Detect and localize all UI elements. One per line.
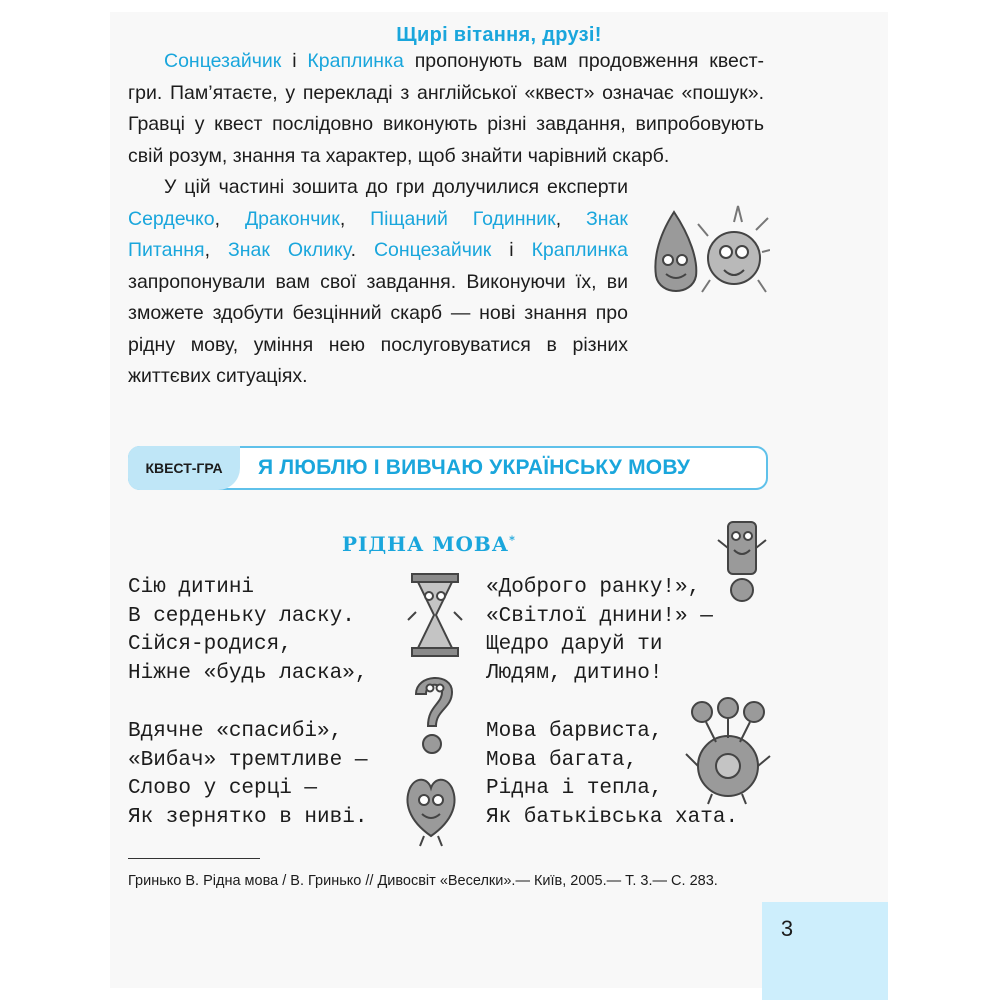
poem-stanza-1 <box>128 574 367 688</box>
footnote-divider <box>128 858 260 859</box>
footnote: Гринько В. Рідна мова / В. Гринько // Дивосвіт «Веселки».— Київ, 2005.— Т. 3.— С. 283. <box>128 873 718 889</box>
drop-and-sun-characters-illustration <box>646 200 770 308</box>
poem-line: Щедро даруй ти <box>486 633 663 656</box>
footnote-marker: * <box>509 533 516 547</box>
workbook-page <box>110 12 888 988</box>
poem-line: «Доброго ранку!», <box>486 576 701 599</box>
character-name-sonceza: Сонцезайчик <box>164 50 282 72</box>
character-name-kraplynka: Краплинка <box>531 239 629 261</box>
expert-name: Піщаний Годинник <box>370 207 556 230</box>
poem-line: Вдячне «спасибі», <box>128 720 343 743</box>
poem-line: Мова багата, <box>486 748 638 772</box>
quest-banner <box>128 446 768 490</box>
intro-paragraph-1: Сонцезайчик і Краплинка пропонують вам продовження квест-гри. Пам’ятаєте, у перекладі з англійської «квест» означає «пошук». Гравці у квест послідовно виконують різні завдання, випробовують свій розум, знання та характер, щоб знайти чарівний скарб. <box>128 50 764 167</box>
hourglass-character-icon <box>406 572 464 658</box>
dragon-character-icon <box>682 696 772 806</box>
poem-line: Сію дитині <box>128 576 255 599</box>
poem-stanza-2 <box>128 718 367 832</box>
question-mark-character-icon <box>406 668 462 758</box>
page-corner <box>762 902 888 1000</box>
poem-line: «Вибач» тремтливе — <box>128 748 368 772</box>
page-number: 3 <box>780 916 794 941</box>
expert-name: Знак Оклику <box>227 239 351 261</box>
poem-line: Рідна і тепла, <box>486 777 663 800</box>
character-name-kraplynka: Краплинка <box>307 50 404 72</box>
poem-line: Сійся-родися, <box>128 633 292 656</box>
expert-name: Сердечко <box>128 207 215 230</box>
expert-name: Знак Питання <box>128 207 628 261</box>
poem-line: Людям, дитино! <box>486 661 663 685</box>
greeting-heading: Щирі вітання, друзі! <box>396 24 602 46</box>
poem-line: Як батьківська хата. <box>486 805 739 829</box>
quest-title: Я ЛЮБЛЮ І ВИВЧАЮ УКРАЇНСЬКУ МОВУ <box>258 456 691 479</box>
poem-line: В серденьку ласку. <box>128 604 355 628</box>
heart-character-icon <box>400 766 462 848</box>
poem-line: Як зернятко в ниві. <box>128 805 368 829</box>
poem-line: «Світлої днини!» — <box>486 604 713 628</box>
quest-tag: КВЕСТ-ГРА <box>128 446 240 490</box>
poem-line: Ніжне «будь ласка», <box>128 661 368 685</box>
poem-stanza-3 <box>486 574 713 688</box>
poem-title: РІДНА МОВА* <box>342 532 516 556</box>
intro-paragraph-2: У цій частині зошита до гри долучилися експерти Сердечко, Дракончик, Піщаний Годинник, Знак Питання, Знак Оклику. Сонцезайчик і Краплинка запропонували вам свої завдання. Виконуючи їх, ви зможете здобути безцінний скарб — нові знання про рідну мову, уміння нею послуговуватися в різних життєвих ситуаціях. <box>128 176 629 387</box>
expert-name: Дракончик <box>244 207 340 230</box>
character-name-sonceza: Сонцезайчик <box>373 239 492 261</box>
exclamation-mark-character-icon <box>716 518 768 604</box>
poem-line: Мова барвиста, <box>486 720 663 743</box>
poem-line: Слово у серці — <box>128 777 318 800</box>
